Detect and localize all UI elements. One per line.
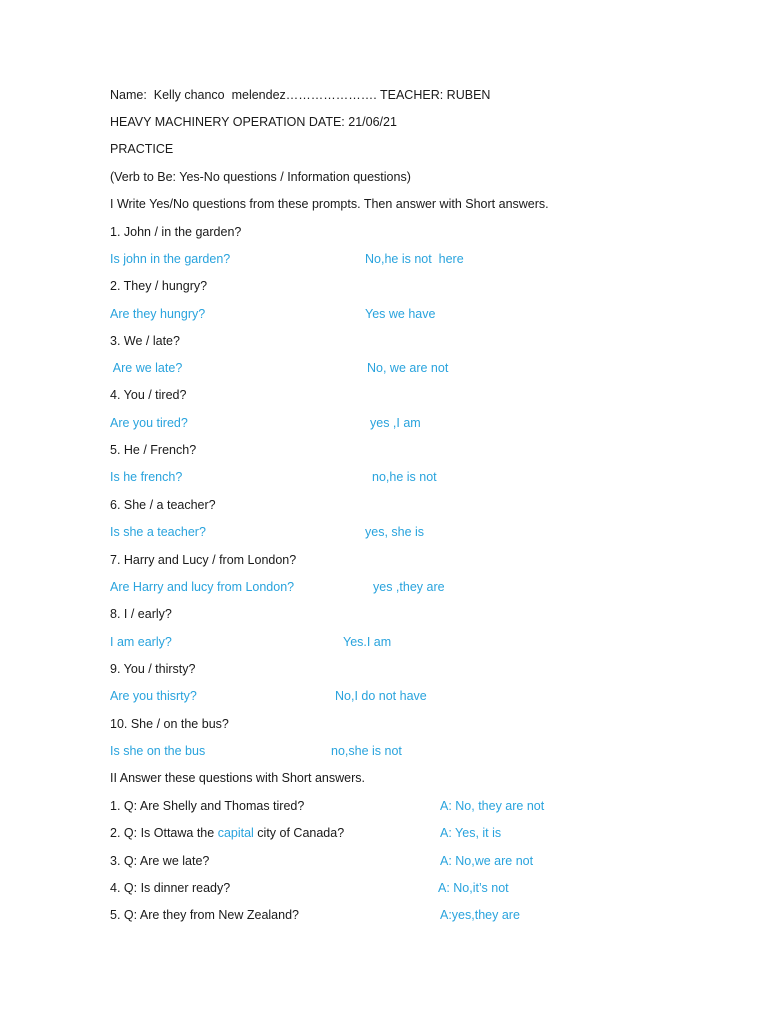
answer-8: Yes.I am bbox=[343, 635, 392, 649]
answer-5: no,he is not bbox=[372, 470, 437, 484]
prompt-10: 10. She / on the bus? bbox=[110, 717, 229, 731]
prompt-4: 4. You / tired? bbox=[110, 388, 187, 402]
course-date-line: HEAVY MACHINERY OPERATION DATE: 21/06/21 bbox=[110, 115, 397, 129]
answer-6: yes, she is bbox=[365, 525, 425, 539]
section2-instruction: II Answer these questions with Short answers. bbox=[110, 771, 365, 785]
question-5: Is he french? bbox=[110, 470, 183, 484]
prompt-9: 9. You / thirsty? bbox=[110, 662, 196, 676]
question-1: Is john in the garden? bbox=[110, 252, 231, 266]
prompt-7: 7. Harry and Lucy / from London? bbox=[110, 553, 297, 567]
capital-word: capital bbox=[217, 826, 254, 840]
s2-question-1: 1. Q: Are Shelly and Thomas tired? bbox=[110, 799, 305, 813]
s2-answer-5: A:yes,they are bbox=[440, 908, 520, 922]
answer-9: No,I do not have bbox=[335, 689, 427, 703]
prompt-5: 5. He / French? bbox=[110, 443, 197, 457]
practice-heading: PRACTICE bbox=[110, 142, 174, 156]
question-7: Are Harry and lucy from London? bbox=[110, 580, 295, 594]
question-10: Is she on the bus bbox=[110, 744, 206, 758]
s2-answer-2: A: Yes, it is bbox=[440, 826, 502, 840]
prompt-8: 8. I / early? bbox=[110, 607, 172, 621]
answer-1: No,he is not here bbox=[365, 252, 464, 266]
s2-question-4: 4. Q: Is dinner ready? bbox=[110, 881, 231, 895]
question-8: I am early? bbox=[110, 635, 172, 649]
answer-2: Yes we have bbox=[365, 307, 436, 321]
answer-4: yes ,I am bbox=[370, 416, 421, 430]
answer-3: No, we are not bbox=[367, 361, 449, 375]
s2-answer-4: A: No,it’s not bbox=[438, 881, 509, 895]
question-4: Are you tired? bbox=[110, 416, 188, 430]
question-9: Are you thisrty? bbox=[110, 689, 197, 703]
topic-line: (Verb to Be: Yes-No questions / Information questions) bbox=[110, 170, 411, 184]
question-6: Is she a teacher? bbox=[110, 525, 206, 539]
s2-answer-3: A: No,we are not bbox=[440, 854, 534, 868]
prompt-3: 3. We / late? bbox=[110, 334, 180, 348]
question-3: Are we late? bbox=[110, 361, 183, 375]
s2-question-5: 5. Q: Are they from New Zealand? bbox=[110, 908, 299, 922]
prompt-2: 2. They / hungry? bbox=[110, 279, 208, 293]
prompt-6: 6. She / a teacher? bbox=[110, 498, 216, 512]
s2-question-2: 2. Q: Is Ottawa the capital city of Canada? bbox=[110, 826, 345, 840]
question-2: Are they hungry? bbox=[110, 307, 206, 321]
s2-answer-1: A: No, they are not bbox=[440, 799, 545, 813]
prompt-1: 1. John / in the garden? bbox=[110, 225, 242, 239]
answer-10: no,she is not bbox=[331, 744, 402, 758]
name-teacher-line: Name: Kelly chanco melendez…………………. TEACHER: RUBEN bbox=[110, 88, 491, 102]
s2-question-3: 3. Q: Are we late? bbox=[110, 854, 210, 868]
section1-instruction: I Write Yes/No questions from these prompts. Then answer with Short answers. bbox=[110, 197, 549, 211]
answer-7: yes ,they are bbox=[373, 580, 445, 594]
